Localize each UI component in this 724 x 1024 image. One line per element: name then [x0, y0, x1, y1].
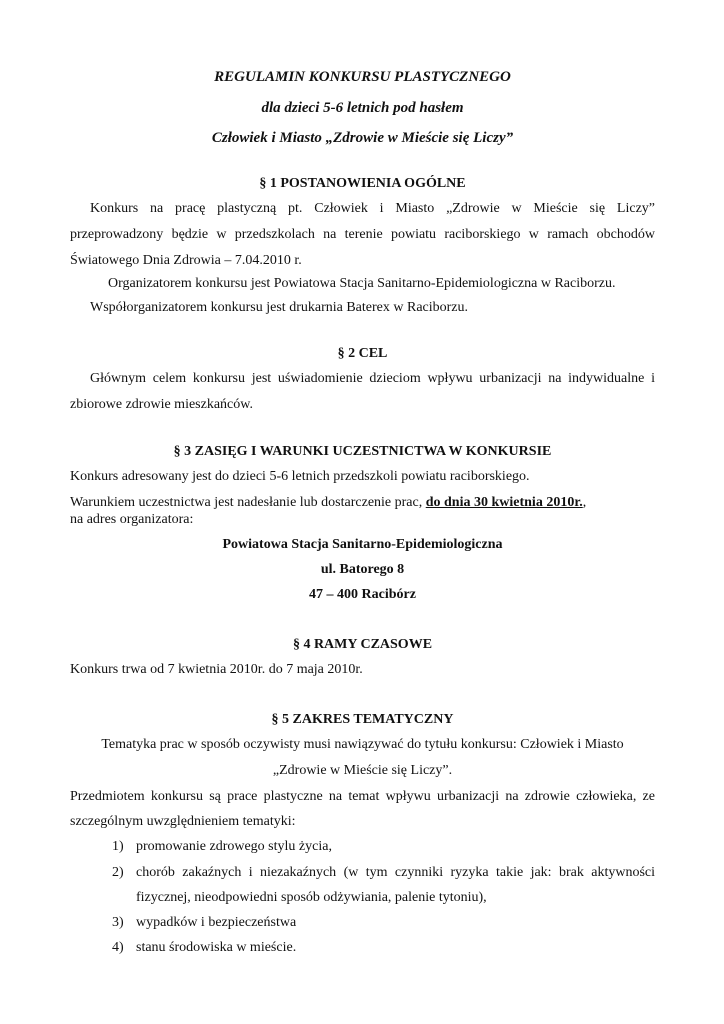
organizer-street: ul. Batorego 8 [320, 562, 405, 577]
section-1-heading: § 1 POSTANOWIENIA OGÓLNE [259, 176, 466, 191]
section-3-heading: § 3 ZASIĘG I WARUNKI UCZESTNICTWA W KONKURSIE [173, 444, 552, 459]
list-item-number: 3) [112, 915, 124, 930]
list-item-text-continued: fizycznej, nieodpowiedni sposób odżywiania, palenie tytoniu), [136, 890, 487, 905]
title-line-2: dla dzieci 5-6 letnich pod hasłem [261, 100, 464, 116]
list-item-text: chorób zakaźnych i niezakaźnych (w tym czynniki ryzyka takie jak: brak aktywności [136, 865, 655, 880]
section-2-paragraph-line-2: zbiorowe zdrowie mieszkańców. [70, 397, 253, 412]
list-item-text: stanu środowiska w mieście. [136, 940, 297, 955]
section-4-paragraph: Konkurs trwa od 7 kwietnia 2010r. do 7 maja 2010r. [70, 662, 363, 677]
section-5-paragraph-2-line-2: szczególnym uwzględnieniem tematyki: [70, 814, 296, 829]
section-5-paragraph-1-line-1: Tematyka prac w sposób oczywisty musi nawiązywać do tytułu konkursu: Człowiek i Miasto [101, 737, 624, 752]
section-3-paragraph-2-text: Warunkiem uczestnictwa jest nadesłanie lub dostarczenie prac, [70, 495, 426, 510]
section-3-paragraph-3: na adres organizatora: [70, 512, 194, 527]
section-1-paragraph-3: Współorganizatorem konkursu jest drukarnia Baterex w Raciborzu. [90, 300, 469, 315]
section-4-heading: § 4 RAMY CZASOWE [292, 637, 433, 652]
deadline-date: do dnia 30 kwietnia 2010r. [425, 495, 583, 510]
section-3-paragraph-2 [70, 494, 586, 512]
section-5-heading: § 5 ZAKRES TEMATYCZNY [271, 712, 454, 727]
section-3-paragraph-1: Konkurs adresowany jest do dzieci 5-6 letnich przedszkoli powiatu raciborskiego. [70, 469, 530, 484]
section-1-paragraph-1-line-3: Światowego Dnia Zdrowia – 7.04.2010 r. [70, 253, 302, 268]
section-1-paragraph-1-line-2: przeprowadzony będzie w przedszkolach na terenie powiatu raciborskiego w ramach obchodów [70, 227, 655, 242]
organizer-name: Powiatowa Stacja Sanitarno-Epidemiologiczna [222, 537, 503, 552]
section-2-paragraph-line-1: Głównym celem konkursu jest uświadomienie dzieciom wpływu urbanizacji na indywidualne i [90, 371, 655, 386]
section-5-paragraph-2-line-1: Przedmiotem konkursu są prace plastyczne na temat wpływu urbanizacji na zdrowie człowieka, ze [70, 789, 655, 804]
organizer-city: 47 – 400 Racibórz [309, 587, 416, 602]
list-item-text: wypadków i bezpieczeństwa [136, 915, 297, 930]
section-1-paragraph-2: Organizatorem konkursu jest Powiatowa Stacja Sanitarno-Epidemiologiczna w Raciborzu. [108, 276, 616, 291]
list-item-number: 1) [112, 839, 124, 854]
section-5-paragraph-1-line-2: „Zdrowie w Mieście się Liczy”. [272, 763, 453, 778]
section-1-paragraph-1-line-1: Konkurs na pracę plastyczną pt. Człowiek i Miasto „Zdrowie w Mieście się Liczy” [90, 201, 655, 216]
title-line-3: Człowiek i Miasto „Zdrowie w Mieście się Liczy” [211, 130, 514, 146]
list-item-text: promowanie zdrowego stylu życia, [136, 839, 332, 854]
section-3-paragraph-2-end: , [582, 495, 587, 510]
list-item-number: 4) [112, 940, 124, 955]
list-item-number: 2) [112, 865, 124, 880]
section-2-heading: § 2 CEL [337, 346, 388, 361]
title-line-1: REGULAMIN KONKURSU PLASTYCZNEGO [214, 69, 511, 85]
